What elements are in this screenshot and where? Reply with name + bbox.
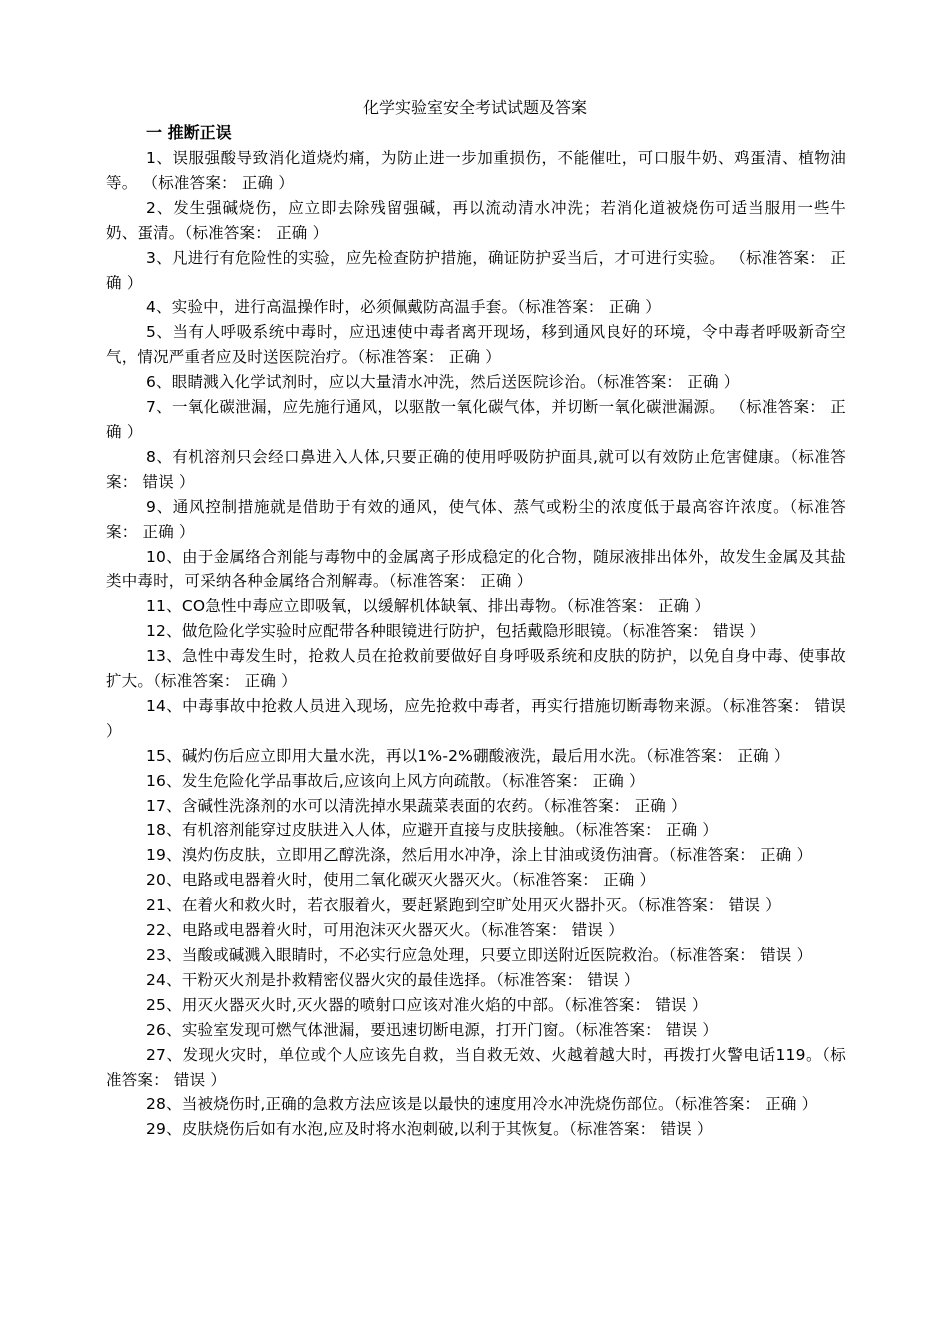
question-item: 27、发现火灾时，单位或个人应该先自救，当自救无效、火越着越大时，再拨打火警电话119。（标准答案： 错误 ） [106,1045,846,1089]
question-item: 21、在着火和救火时，若衣服着火，要赶紧跑到空旷处用灭火器扑灭。（标准答案： 错误 ） [146,896,781,915]
question-item: 20、电路或电器着火时，使用二氧化碳灭火器灭火。（标准答案： 正确 ） [146,871,656,890]
question-item: 16、发生危险化学品事故后,应该向上风方向疏散。（标准答案： 正确 ） [146,771,645,790]
section-heading: 一 推断正误 [146,123,232,142]
question-item: 4、实验中，进行高温操作时，必须佩戴防高温手套。（标准答案： 正确 ） [146,298,661,317]
question-item: 24、干粉灭火剂是扑救精密仪器火灾的最佳选择。（标准答案： 错误 ） [146,970,640,989]
question-item: 19、溴灼伤皮肤，立即用乙醇洗涤，然后用水冲净，涂上甘油或烫伤油膏。（标准答案： 正确 ） [146,846,813,865]
question-item: 11、CO急性中毒应立即吸氧，以缓解机体缺氧、排出毒物。（标准答案： 正确 ） [146,597,711,616]
question-item: 25、用灭火器灭火时,灭火器的喷射口应该对准火焰的中部。（标准答案： 错误 ） [146,995,708,1014]
question-item: 9、通风控制措施就是借助于有效的通风，使气体、蒸气或粉尘的浓度低于最高容许浓度。（标准答案： 正确 ） [106,497,846,541]
question-list [106,146,846,1142]
question-item: 12、做危险化学实验时应配带各种眼镜进行防护，包括戴隐形眼镜。（标准答案： 错误 ） [146,622,766,641]
question-item: 8、有机溶剂只会经口鼻进入人体,只要正确的使用呼吸防护面具,就可以有效防止危害健康。（标准答案： 错误 ） [106,447,846,491]
question-item: 13、急性中毒发生时，抢救人员在抢救前要做好自身呼吸系统和皮肤的防护，以免自身中毒、使事故扩大。（标准答案： 正确 ） [106,647,846,691]
document-title: 化学实验室安全考试试题及答案 [362,98,587,117]
question-item: 3、凡进行有危险性的实验，应先检查防护措施，确证防护妥当后，才可进行实验。 （标准答案： 正确 ） [106,248,846,292]
question-item: 22、电路或电器着火时，可用泡沫灭火器灭火。（标准答案： 错误 ） [146,921,624,940]
question-item: 26、实验室发现可燃气体泄漏，要迅速切断电源，打开门窗。（标准答案： 错误 ） [146,1020,719,1039]
question-item: 2、发生强碱烧伤，应立即去除残留强碱，再以流动清水冲洗；若消化道被烧伤可适当服用一些牛奶、蛋清。（标准答案： 正确 ） [106,198,846,242]
question-item: 28、当被烧伤时,正确的急救方法应该是以最快的速度用冷水冲洗烧伤部位。（标准答案： 正确 ） [146,1095,818,1114]
question-item: 23、当酸或碱溅入眼睛时，不必实行应急处理，只要立即送附近医院救治。（标准答案： 错误 ） [146,946,813,964]
question-item: 5、当有人呼吸系统中毒时，应迅速使中毒者离开现场，移到通风良好的环境，令中毒者呼吸新奇空气，情况严重者应及时送医院治疗。（标准答案： 正确 ） [106,323,846,367]
question-item: 17、含碱性洗涤剂的水可以清洗掉水果蔬菜表面的农药。（标准答案： 正确 ） [146,796,687,815]
question-item: 14、中毒事故中抢救人员进入现场，应先抢救中毒者，再实行措施切断毒物来源。（标准答案： 错误 ） [106,696,846,740]
question-item: 29、皮肤烧伤后如有水泡,应及时将水泡刺破,以利于其恢复。（标准答案： 错误 ） [146,1120,713,1139]
question-item: 6、眼睛溅入化学试剂时，应以大量清水冲洗，然后送医院诊治。（标准答案： 正确 ） [146,373,740,392]
question-item: 7、一氧化碳泄漏，应先施行通风，以驱散一氧化碳气体，并切断一氧化碳泄漏源。 （标准答案： 正确 ） [106,398,846,441]
question-item: 1、误服强酸导致消化道烧灼痛，为防止进一步加重损伤，不能催吐，可口服牛奶、鸡蛋清、植物油等。 （标准答案： 正确 ） [106,149,846,192]
question-item: 10、由于金属络合剂能与毒物中的金属离子形成稳定的化合物，随尿液排出体外，故发生金属及其盐类中毒时，可采纳各种金属络合剂解毒。（标准答案： 正确 ） [106,547,846,591]
question-item: 15、碱灼伤后应立即用大量水洗，再以1%-2%硼酸液洗，最后用水洗。（标准答案： 正确 ） [146,746,790,765]
question-item: 18、有机溶剂能穿过皮肤进入人体，应避开直接与皮肤接触。（标准答案： 正确 ） [146,821,719,840]
